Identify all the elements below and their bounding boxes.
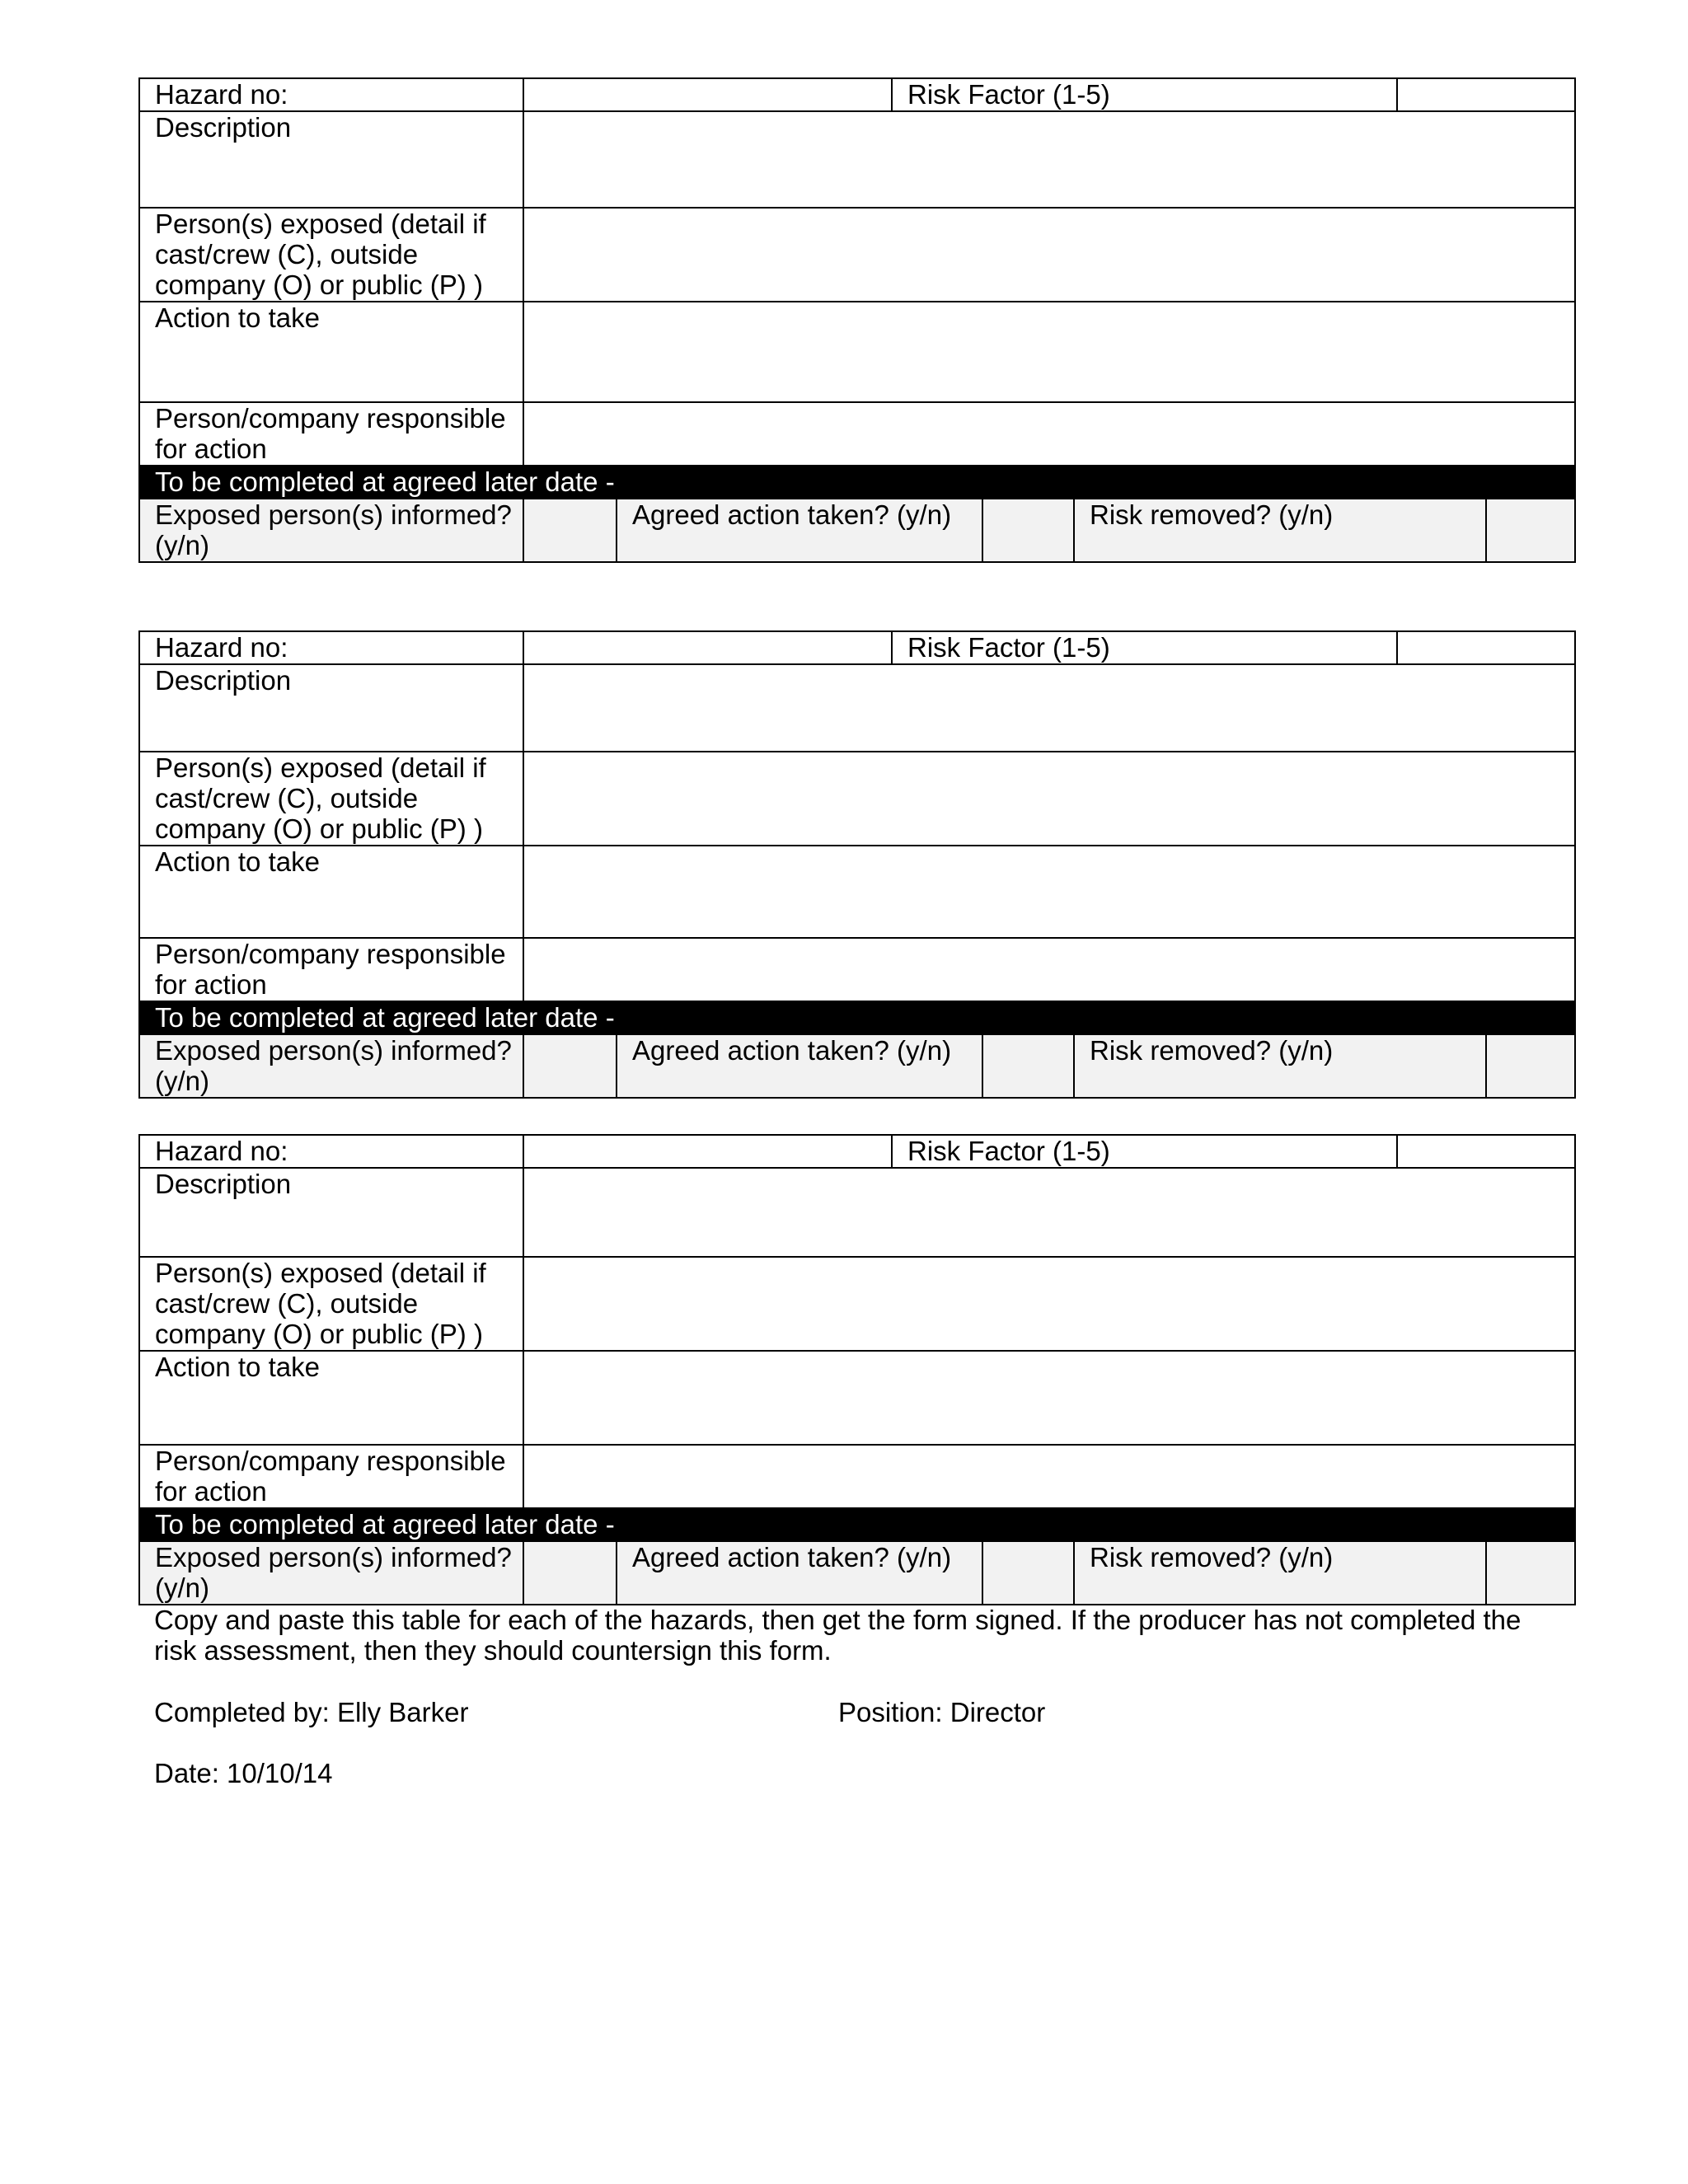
hazard-no-label: Hazard no: (139, 631, 523, 664)
action-field[interactable] (523, 1351, 1575, 1445)
hazard-header-row (139, 78, 1575, 111)
risk-factor-label: Risk Factor (1-5) (892, 1135, 1397, 1168)
completed-by: Completed by: Elly Barker (154, 1697, 469, 1727)
responsible-row (139, 1445, 1575, 1508)
risk-factor-label: Risk Factor (1-5) (892, 78, 1397, 111)
action-taken-label: Agreed action taken? (y/n) (617, 1541, 982, 1605)
informed-field[interactable] (523, 1034, 617, 1098)
persons-exposed-row (139, 208, 1575, 302)
responsible-label: Person/company responsible for action (139, 402, 523, 466)
description-row (139, 1168, 1575, 1257)
instructions-note: Copy and paste this table for each of the hazards, then get the form signed. If the producer has not completed the risk assessment, then they should countersign this form. (154, 1605, 1522, 1666)
risk-removed-field[interactable] (1486, 1541, 1575, 1605)
action-taken-label: Agreed action taken? (y/n) (617, 499, 982, 562)
later-date-banner-row (139, 466, 1575, 499)
informed-field[interactable] (523, 1541, 617, 1605)
action-row (139, 302, 1575, 402)
action-taken-label: Agreed action taken? (y/n) (617, 1034, 982, 1098)
hazard-table-2 (138, 630, 1576, 1099)
responsible-field[interactable] (523, 1445, 1575, 1508)
risk-factor-field[interactable] (1397, 78, 1575, 111)
responsible-label: Person/company responsible for action (139, 1445, 523, 1508)
risk-factor-field[interactable] (1397, 1135, 1575, 1168)
action-field[interactable] (523, 302, 1575, 402)
persons-exposed-row (139, 1257, 1575, 1351)
action-taken-field[interactable] (982, 1541, 1074, 1605)
hazard-table-1 (138, 77, 1576, 563)
persons-exposed-label: Person(s) exposed (detail if cast/crew (C), outside company (O) or public (P) ) (139, 752, 523, 846)
followup-row (139, 1034, 1575, 1098)
followup-row (139, 1541, 1575, 1605)
description-field[interactable] (523, 1168, 1575, 1257)
informed-field[interactable] (523, 499, 617, 562)
action-row (139, 846, 1575, 938)
hazard-no-label: Hazard no: (139, 1135, 523, 1168)
risk-removed-field[interactable] (1486, 499, 1575, 562)
later-date-banner: To be completed at agreed later date - (139, 1508, 1575, 1541)
responsible-field[interactable] (523, 402, 1575, 466)
description-row (139, 664, 1575, 752)
responsible-row (139, 402, 1575, 466)
informed-label: Exposed person(s) informed? (y/n) (139, 1541, 523, 1605)
hazard-table-3 (138, 1134, 1576, 1605)
persons-exposed-label: Person(s) exposed (detail if cast/crew (C), outside company (O) or public (P) ) (139, 208, 523, 302)
responsible-field[interactable] (523, 938, 1575, 1001)
action-taken-field[interactable] (982, 499, 1074, 562)
description-label: Description (139, 1168, 523, 1257)
later-date-banner: To be completed at agreed later date - (139, 466, 1575, 499)
hazard-header-row (139, 631, 1575, 664)
persons-exposed-field[interactable] (523, 208, 1575, 302)
description-label: Description (139, 664, 523, 752)
followup-row (139, 499, 1575, 562)
risk-removed-label: Risk removed? (y/n) (1074, 1541, 1486, 1605)
hazard-no-field[interactable] (523, 78, 892, 111)
risk-removed-label: Risk removed? (y/n) (1074, 499, 1486, 562)
date: Date: 10/10/14 (154, 1758, 333, 1788)
hazard-no-field[interactable] (523, 631, 892, 664)
action-label: Action to take (139, 302, 523, 402)
hazard-no-label: Hazard no: (139, 78, 523, 111)
persons-exposed-label: Person(s) exposed (detail if cast/crew (C), outside company (O) or public (P) ) (139, 1257, 523, 1351)
action-row (139, 1351, 1575, 1445)
hazard-no-field[interactable] (523, 1135, 892, 1168)
later-date-banner-row (139, 1001, 1575, 1034)
responsible-row (139, 938, 1575, 1001)
persons-exposed-row (139, 752, 1575, 846)
position: Position: Director (838, 1697, 1046, 1727)
responsible-label: Person/company responsible for action (139, 938, 523, 1001)
description-row (139, 111, 1575, 208)
later-date-banner-row (139, 1508, 1575, 1541)
risk-factor-field[interactable] (1397, 631, 1575, 664)
action-label: Action to take (139, 1351, 523, 1445)
description-field[interactable] (523, 664, 1575, 752)
informed-label: Exposed person(s) informed? (y/n) (139, 499, 523, 562)
description-label: Description (139, 111, 523, 208)
action-field[interactable] (523, 846, 1575, 938)
hazard-header-row (139, 1135, 1575, 1168)
later-date-banner: To be completed at agreed later date - (139, 1001, 1575, 1034)
persons-exposed-field[interactable] (523, 1257, 1575, 1351)
action-taken-field[interactable] (982, 1034, 1074, 1098)
informed-label: Exposed person(s) informed? (y/n) (139, 1034, 523, 1098)
risk-removed-field[interactable] (1486, 1034, 1575, 1098)
action-label: Action to take (139, 846, 523, 938)
persons-exposed-field[interactable] (523, 752, 1575, 846)
description-field[interactable] (523, 111, 1575, 208)
risk-factor-label: Risk Factor (1-5) (892, 631, 1397, 664)
risk-removed-label: Risk removed? (y/n) (1074, 1034, 1486, 1098)
